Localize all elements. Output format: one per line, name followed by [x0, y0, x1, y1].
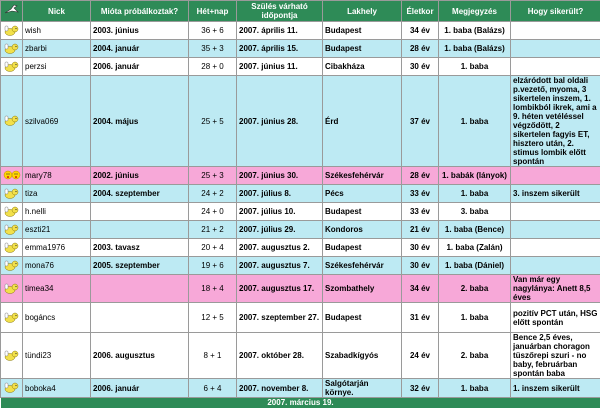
cell-age: 32 év: [402, 379, 439, 398]
cell-note: 1. baba (Bence): [439, 221, 511, 239]
cell-age: 31 év: [402, 303, 439, 333]
header-age: Életkor: [402, 1, 439, 22]
row-icon-cell: [1, 22, 23, 40]
cell-weeks: 24 + 2: [189, 185, 237, 203]
cell-age: 24 év: [402, 333, 439, 379]
table-row: [1, 275, 600, 303]
cell-due: 2007. augusztus 7.: [237, 257, 323, 275]
cell-note: 1. baba (Dániel): [439, 257, 511, 275]
cell-city: Érd: [323, 76, 402, 167]
cell-due: 2007. április 11.: [237, 22, 323, 40]
cell-since: [91, 275, 189, 303]
cell-weeks: 6 + 4: [189, 379, 237, 398]
cell-note: 1. baba: [439, 58, 511, 76]
baby-bottle-icon: [3, 348, 21, 362]
cell-city: Budapest: [323, 203, 402, 221]
cell-how: [511, 257, 600, 275]
cell-how: [511, 167, 600, 185]
baby-bottle-icon: [3, 41, 21, 55]
baby-bottle-icon: [3, 258, 21, 272]
cell-how: Van már egy nagylánya: Anett 8,5 éves: [511, 275, 600, 303]
cell-nick: bogáncs: [23, 303, 91, 333]
cell-since: 2006. január: [91, 58, 189, 76]
row-icon-cell: [1, 275, 23, 303]
cell-since: 2003. június: [91, 22, 189, 40]
cell-note: 1. babák (lányok): [439, 167, 511, 185]
cell-weeks: 21 + 2: [189, 221, 237, 239]
twin-faces-icon: [3, 168, 21, 182]
cell-due: 2007. szeptember 27.: [237, 303, 323, 333]
row-icon-cell: [1, 58, 23, 76]
row-icon-cell: [1, 203, 23, 221]
header-how: Hogy sikerült?: [511, 1, 600, 22]
cell-since: 2006. augusztus: [91, 333, 189, 379]
cell-how: [511, 22, 600, 40]
cell-note: 1. baba (Balázs): [439, 22, 511, 40]
cell-age: 30 év: [402, 239, 439, 257]
cell-city: Szombathely: [323, 275, 402, 303]
cell-weeks: 25 + 3: [189, 167, 237, 185]
cell-city: Budapest: [323, 40, 402, 58]
baby-bottle-icon: [3, 186, 21, 200]
cell-how: 1. inszem sikerült: [511, 379, 600, 398]
baby-bottle-icon: [3, 380, 21, 394]
cell-age: 21 év: [402, 221, 439, 239]
cell-how: pozitív PCT után, HSG előtt spontán: [511, 303, 600, 333]
table-row: [1, 58, 600, 76]
cell-nick: zbarbi: [23, 40, 91, 58]
row-icon-cell: [1, 303, 23, 333]
baby-bottle-icon: [3, 240, 21, 254]
cell-since: 2004. május: [91, 76, 189, 167]
cell-weeks: 8 + 1: [189, 333, 237, 379]
header-nick: Nick: [23, 1, 91, 22]
cell-note: 2. baba: [439, 275, 511, 303]
table-row: [1, 239, 600, 257]
baby-bottle-icon: [3, 113, 21, 127]
cell-nick: tiza: [23, 185, 91, 203]
header-icon-cell: [1, 1, 23, 22]
cell-since: [91, 221, 189, 239]
cell-since: 2004. január: [91, 40, 189, 58]
table-row: [1, 40, 600, 58]
cell-nick: h.nelli: [23, 203, 91, 221]
table-row: [1, 22, 600, 40]
cell-city: Budapest: [323, 303, 402, 333]
cell-age: 30 év: [402, 58, 439, 76]
cell-since: 2003. tavasz: [91, 239, 189, 257]
row-icon-cell: [1, 239, 23, 257]
table-row: [1, 379, 600, 398]
row-icon-cell: [1, 379, 23, 398]
cell-nick: wish: [23, 22, 91, 40]
table-row: [1, 303, 600, 333]
cell-weeks: 19 + 6: [189, 257, 237, 275]
baby-bottle-icon: [3, 222, 21, 236]
cell-note: 2. baba: [439, 333, 511, 379]
cell-city: Székesfehérvár: [323, 257, 402, 275]
cell-city: Pécs: [323, 185, 402, 203]
cell-age: 33 év: [402, 203, 439, 221]
cell-age: 37 év: [402, 76, 439, 167]
cell-weeks: 18 + 4: [189, 275, 237, 303]
table-row: [1, 76, 600, 167]
cell-weeks: 24 + 0: [189, 203, 237, 221]
cell-weeks: 28 + 0: [189, 58, 237, 76]
cell-due: 2007. augusztus 17.: [237, 275, 323, 303]
table-header-row: [1, 1, 600, 22]
cell-note: 1. baba: [439, 379, 511, 398]
cell-how: [511, 239, 600, 257]
cell-city: Kondoros: [323, 221, 402, 239]
cell-age: 34 év: [402, 22, 439, 40]
baby-bottle-icon: [3, 310, 21, 324]
baby-bottle-icon: [3, 59, 21, 73]
cell-since: 2005. szeptember: [91, 257, 189, 275]
cell-nick: mona76: [23, 257, 91, 275]
cell-how: [511, 203, 600, 221]
cell-weeks: 35 + 3: [189, 40, 237, 58]
cell-nick: emma1976: [23, 239, 91, 257]
header-since: Mióta próbálkoztak?: [91, 1, 189, 22]
cell-nick: timea34: [23, 275, 91, 303]
cell-weeks: 36 + 6: [189, 22, 237, 40]
cell-how: [511, 58, 600, 76]
cell-note: 1. baba: [439, 185, 511, 203]
table-row: [1, 333, 600, 379]
cell-since: 2004. szeptember: [91, 185, 189, 203]
cell-due: 2007. november 8.: [237, 379, 323, 398]
cell-age: 33 év: [402, 185, 439, 203]
baby-bottle-icon: [3, 281, 21, 295]
cell-since: 2006. január: [91, 379, 189, 398]
cell-city: Székesfehérvár: [323, 167, 402, 185]
cell-city: Budapest: [323, 22, 402, 40]
cell-age: 28 év: [402, 40, 439, 58]
table-row: [1, 185, 600, 203]
cell-city: Cibakháza: [323, 58, 402, 76]
cell-how: [511, 221, 600, 239]
row-icon-cell: [1, 257, 23, 275]
cell-nick: szilva069: [23, 76, 91, 167]
footer-date: 2007. március 19.: [1, 398, 600, 408]
cell-due: 2007. október 28.: [237, 333, 323, 379]
cell-due: 2007. augusztus 2.: [237, 239, 323, 257]
cell-how: Bence 2,5 éves, januárban choragon tüszőrepi szuri - no baby, februárban spontán baba: [511, 333, 600, 379]
cell-due: 2007. április 15.: [237, 40, 323, 58]
header-city: Lakhely: [323, 1, 402, 22]
cell-nick: mary78: [23, 167, 91, 185]
cell-nick: eszti21: [23, 221, 91, 239]
cell-note: 1. baba: [439, 76, 511, 167]
cell-weeks: 25 + 5: [189, 76, 237, 167]
cell-how: [511, 40, 600, 58]
cell-city: Szabadkígyós: [323, 333, 402, 379]
table-row: [1, 203, 600, 221]
cell-due: 2007. július 10.: [237, 203, 323, 221]
table-row: [1, 221, 600, 239]
row-icon-cell: [1, 76, 23, 167]
cell-due: 2007. június 30.: [237, 167, 323, 185]
row-icon-cell: [1, 185, 23, 203]
cell-note: 1. baba: [439, 303, 511, 333]
cell-weeks: 20 + 4: [189, 239, 237, 257]
cell-since: [91, 303, 189, 333]
cell-nick: tündi23: [23, 333, 91, 379]
cell-note: 1. baba (Balázs): [439, 40, 511, 58]
cell-since: [91, 203, 189, 221]
table-row: [1, 167, 600, 185]
cell-due: 2007. június 28.: [237, 76, 323, 167]
cell-nick: perzsi: [23, 58, 91, 76]
cell-age: 30 év: [402, 257, 439, 275]
cell-weeks: 12 + 5: [189, 303, 237, 333]
row-icon-cell: [1, 221, 23, 239]
stork-icon: [3, 3, 21, 17]
cell-nick: boboka4: [23, 379, 91, 398]
cell-how: elzáródott bal oldali p.vezető, myoma, 3 sikertelen inszem, 1. lombikból ikrek, ami a 9. héten vetéléssel végződött, 2 sikertelen fagyis ET, hisztero után, 2. stimus lombik előtt spontán: [511, 76, 600, 167]
baby-bottle-icon: [3, 204, 21, 218]
cell-note: 1. baba (Zalán): [439, 239, 511, 257]
cell-note: 3. baba: [439, 203, 511, 221]
cell-due: 2007. június 11.: [237, 58, 323, 76]
cell-due: 2007. július 29.: [237, 221, 323, 239]
header-note: Megjegyzés: [439, 1, 511, 22]
row-icon-cell: [1, 333, 23, 379]
baby-bottle-icon: [3, 23, 21, 37]
cell-age: 28 év: [402, 167, 439, 185]
header-due: Szülés várható időpontja: [237, 1, 323, 22]
cell-since: 2002. június: [91, 167, 189, 185]
header-weeks: Hét+nap: [189, 1, 237, 22]
cell-how: 3. inszem sikerült: [511, 185, 600, 203]
cell-city: Budapest: [323, 239, 402, 257]
cell-age: 34 év: [402, 275, 439, 303]
cell-due: 2007. július 8.: [237, 185, 323, 203]
table-footer-row: [1, 398, 600, 408]
row-icon-cell: [1, 167, 23, 185]
row-icon-cell: [1, 40, 23, 58]
table-row: [1, 257, 600, 275]
cell-city: Salgótarján környe.: [323, 379, 402, 398]
